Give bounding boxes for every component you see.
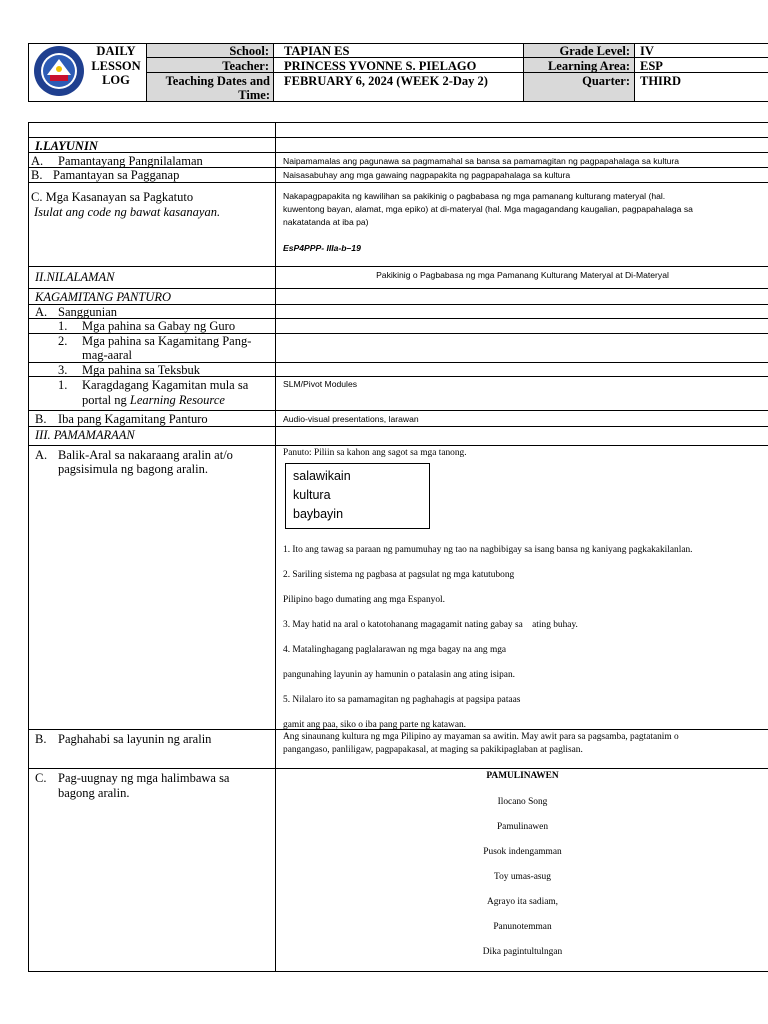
section-nilalaman: II.NILALAMAN (35, 270, 115, 284)
dates-label-line: Teaching Dates and (165, 74, 270, 88)
balik-title: Balik-Aral sa nakaraang aralin at/o (58, 448, 233, 462)
paghahabi-title: Paghahabi sa layunin ng aralin (58, 732, 212, 746)
row-a-value: Naipamamalas ang pagunawa sa pagmamahal sa bansa sa pamamagitan ng pagpapahalaga sa kultura (283, 156, 680, 166)
row-c-value-line: nakatatanda at iba pa) (283, 217, 369, 227)
question-4: 4. Matalinghagang paglalarawan ng mga bagay na ang mga (283, 645, 507, 655)
choice-item: salawikain (293, 469, 351, 483)
answer-choices-box (285, 463, 430, 529)
learning-resource-text: Learning Resource (129, 393, 225, 407)
dates-label (148, 74, 270, 102)
item-karagdagang-kagamitan-cont (82, 393, 225, 407)
question-5: 5. Nilalaro ito sa pamamagitan ng paghahagis at pagsipa pataas (283, 695, 521, 705)
song-line: Dika pagintultulngan (482, 947, 563, 957)
row-c-value-line: kuwentong bayan, alamat, mga epiko) at di-materyal (hal. Mga magagandang kaugalian, pagpapahalaga sa (283, 204, 693, 214)
deped-seal-logo (33, 45, 85, 97)
iba-label: B. (35, 412, 47, 426)
question-3: 3. May hatid na aral o katotohanang magagamit nating gabay sa ating buhay. (283, 620, 578, 630)
school-label: School: (229, 44, 269, 58)
iba-title: Iba pang Kagamitang Panturo (58, 412, 208, 426)
song-line: Pamulinawen (496, 822, 549, 832)
song-title: PAMULINAWEN (486, 771, 559, 781)
item-kagamitang-mag-aaral-cont: mag-aaral (82, 348, 132, 362)
area-value: ESP (640, 59, 663, 73)
item-gabay-guro: Mga pahina sa Gabay ng Guro (82, 319, 236, 333)
question-1: 1. Ito ang tawag sa paraan ng pamumuhay ng tao na nagbibigay sa isang bansa ng kaniyang pagkakakilanlan. (283, 545, 693, 555)
dates-label-line: Time: (238, 88, 270, 102)
row-b-label: B. (31, 168, 43, 182)
item-number: 3. (58, 363, 68, 377)
paghahabi-value-cont: pangangaso, panliligaw, pagpapakasal, at maging sa pakikipaglaban at paglisan. (283, 745, 583, 755)
teacher-value: PRINCESS YVONNE S. PIELAGO (284, 59, 477, 73)
question-4-cont: pangunahing layunin ay hamunin o patalasin ang ating isipan. (283, 670, 515, 680)
dates-value: FEBRUARY 6, 2024 (WEEK 2-Day 2) (284, 74, 488, 88)
teacher-label: Teacher: (222, 59, 269, 73)
song-line: Ilocano Song (497, 797, 548, 807)
dll-title (86, 44, 146, 88)
grade-value: IV (640, 44, 654, 58)
question-2-cont: Pilipino bago dumating ang mga Espanyol. (283, 595, 445, 605)
item-teksbuk: Mga pahina sa Teksbuk (82, 363, 200, 377)
song-line: Pusok indengamman (483, 847, 562, 857)
dll-title-line: LESSON (91, 58, 141, 73)
pagugnay-title-cont: bagong aralin. (58, 786, 130, 800)
sanggunian-label: A. (35, 305, 48, 319)
school-value: TAPIAN ES (284, 44, 350, 58)
question-2: 2. Sariling sistema ng pagbasa at pagsulat ng mga katutubong (283, 570, 515, 580)
paghahabi-value: Ang sinaunang kultura ng mga Pilipino ay mayaman sa awitin. May awit para sa pagsamba, pagtatanim o (283, 732, 679, 742)
sanggunian-title: Sanggunian (58, 305, 118, 319)
item-kagamitang-mag-aaral: Mga pahina sa Kagamitang Pang- (82, 334, 252, 348)
song-line: Panunotemman (493, 922, 552, 932)
panuto-text: Panuto: Piliin sa kahon ang sagot sa mga tanong. (283, 448, 467, 458)
row-a-label: A. (31, 154, 44, 168)
song-line: Toy umas-asug (494, 872, 551, 882)
section-pamamaraan: III. PAMAMARAAN (35, 428, 135, 442)
portal-text: portal ng (82, 393, 130, 407)
grade-label: Grade Level: (559, 44, 630, 58)
balik-label: A. (35, 448, 48, 462)
dll-title-line: DAILY (96, 44, 136, 58)
competency-code: EsP4PPP- IIIa-b–19 (283, 243, 361, 253)
paghahabi-label: B. (35, 732, 47, 746)
row-c-title: C. Mga Kasanayan sa Pagkatuto (31, 190, 194, 204)
row-b-title: Pamantayan sa Pagganap (53, 168, 180, 182)
item-number: 1. (58, 319, 68, 333)
dll-title-line: LOG (102, 73, 130, 87)
item-karagdagang-kagamitan: Karagdagang Kagamitan mula sa (82, 378, 249, 392)
section-kagamitan: KAGAMITANG PANTURO (35, 290, 171, 304)
row-c-subtitle: Isulat ang code ng bawat kasanayan. (34, 205, 221, 219)
item-number: 1. (58, 378, 68, 392)
quarter-value: THIRD (640, 74, 681, 88)
iba-value: Audio-visual presentations, larawan (283, 414, 419, 424)
pagugnay-title: Pag-uugnay ng mga halimbawa sa (58, 771, 230, 785)
nilalaman-value: Pakikinig o Pagbabasa ng mga Pamanang Kulturang Materyal at Di-Materyal (376, 270, 669, 280)
choice-item: baybayin (293, 507, 344, 521)
row-a-title: Pamantayang Pangnilalaman (58, 154, 203, 168)
row-c-value-line: Nakapagpapakita ng kawilihan sa pakikinig o pagbabasa ng mga pamanang kulturang materyal (hal. (283, 191, 666, 201)
row-b-value: Naisasabuhay ang mga gawaing nagpapakita ng pagpapahalaga sa kultura (283, 170, 571, 180)
pagugnay-label: C. (35, 771, 47, 785)
item4-value: SLM/Pivot Modules (283, 379, 358, 389)
choice-item: kultura (293, 488, 331, 502)
quarter-label: Quarter: (582, 74, 630, 88)
song-line: Agrayo ita sadiam, (486, 897, 559, 907)
section-layunin: I.LAYUNIN (35, 139, 98, 153)
question-5-cont: gamit ang paa, siko o iba pang parte ng katawan. (283, 720, 467, 730)
item-number: 2. (58, 334, 68, 348)
area-label: Learning Area: (547, 59, 630, 73)
balik-title-cont: pagsisimula ng bagong aralin. (58, 462, 208, 476)
